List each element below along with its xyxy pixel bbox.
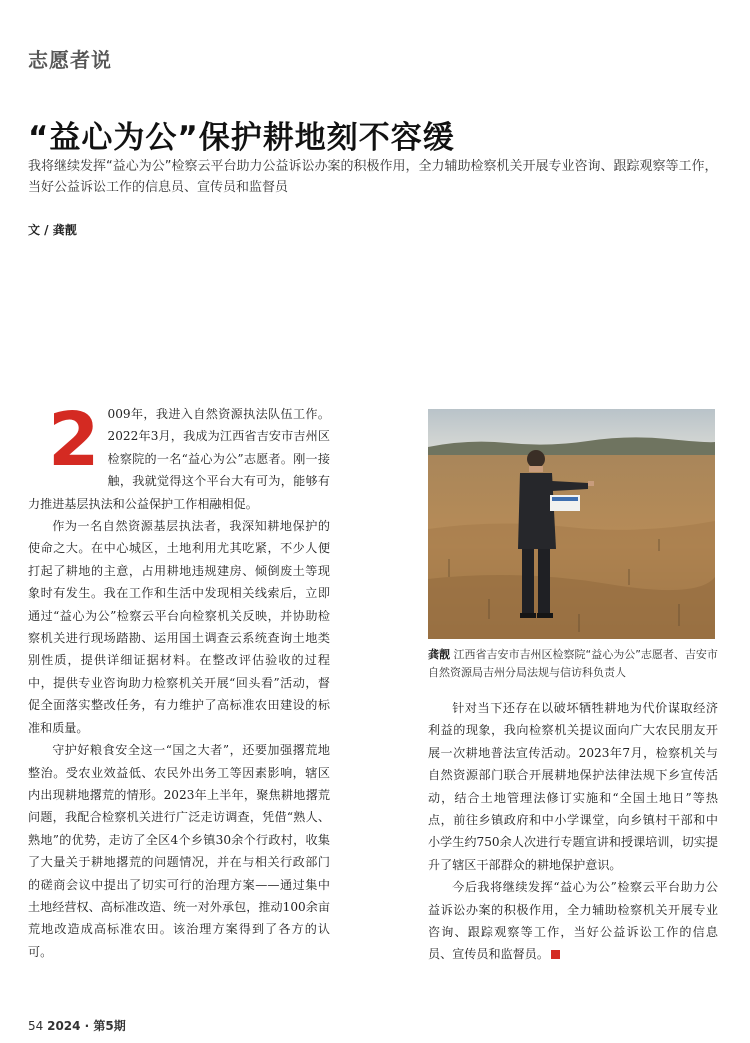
left-column [28, 397, 330, 963]
end-mark-icon [551, 950, 560, 959]
paragraph-2: 作为一名自然资源基层执法者，我深知耕地保护的使命之大。在中心城区，土地利用尤其吃紧，不少人便打起了耕地的主意，占用耕地违规建房、倾倒废土等现象时有发生。我在工作和生活中发现相关线索后，立即通过“益心为公”检察云平台向检察机关反映，并协助检察机关进行现场踏勘、运用国土调查云系统查询土地类别性质，提供详细证据材料。在整改评估验收的过程中，提供专业咨询助力检察机关开展“回头看”活动，督促全面落实整改任务，有力维护了高标准农田建设的标准和质量。 [28, 519, 330, 735]
caption-text: 江西省吉安市吉州区检察院“益心为公”志愿者、吉安市自然资源局吉州分局法规与信访科负责人 [428, 648, 718, 679]
photo-caption [428, 646, 720, 682]
section-label: 志愿者说 [28, 48, 112, 72]
issue-label: 2024 · 第5期 [47, 1019, 126, 1033]
paragraph-1: 009年，我进入自然资源执法队伍工作。2022年3月，我成为江西省吉安市吉州区检察院的一名“益心为公”志愿者。刚一接触，我就觉得这个平台大有可为，能够有力推进基层执法和公益保护工作相融相促。 [28, 407, 330, 511]
page-footer [28, 1017, 126, 1034]
article-title: “益心为公”保护耕地刻不容缓 [28, 120, 455, 156]
article-subtitle: 我将继续发挥“益心为公”检察云平台助力公益诉讼办案的积极作用，全力辅助检察机关开展专业咨询、跟踪观察等工作，当好公益诉讼工作的信息员、宣传员和监督员 [28, 159, 718, 195]
paragraph-3: 守护好粮食安全这一“国之大者”，还要加强撂荒地整治。受农业效益低、农民外出务工等因素影响，辖区内出现耕地撂荒的情形。2023年上半年，聚焦耕地撂荒问题，我配合检察机关进行广泛走访调查，凭借“熟人、熟地”的优势，走访了全区4个乡镇30余个行政村，收集了大量关于耕地撂荒的问题情况，并在与相关行政部门的磋商会议中提出了切实可行的治理方案——通过集中土地经营权、高标准改造、统一对外承包，推动100余亩荒地改造成高标准农田。该治理方案得到了各方的认可。 [28, 743, 330, 959]
right-column [428, 697, 718, 966]
paragraph-5-text: 今后我将继续发挥“益心为公”检察云平台助力公益诉讼办案的积极作用，全力辅助检察机关开展专业咨询、跟踪观察等工作，当好公益诉讼工作的信息员、宣传员和监督员。 [428, 880, 718, 962]
page-number: 54 [28, 1019, 44, 1033]
byline: 文 / 龚靓 [28, 223, 77, 237]
paragraph-4: 针对当下还存在以破坏牺牲耕地为代价谋取经济利益的现象，我向检察机关提议面向广大农民朋友开展一次耕地普法宣传活动。2023年7月，检察机关与自然资源部门联合开展耕地保护法律法规下乡宣传活动，结合土地管理法修订实施和“全国土地日”等热点，前往乡镇政府和中小学课堂，向乡镇村干部和中小学生约750余人次进行专题宣讲和授课培训，切实提升了辖区干部群众的耕地保护意识。 [428, 701, 718, 872]
volunteer-photo [428, 409, 715, 639]
paragraph-5 [428, 876, 718, 966]
caption-name: 龚靓 [428, 648, 450, 661]
drop-cap: 2 [48, 397, 100, 483]
